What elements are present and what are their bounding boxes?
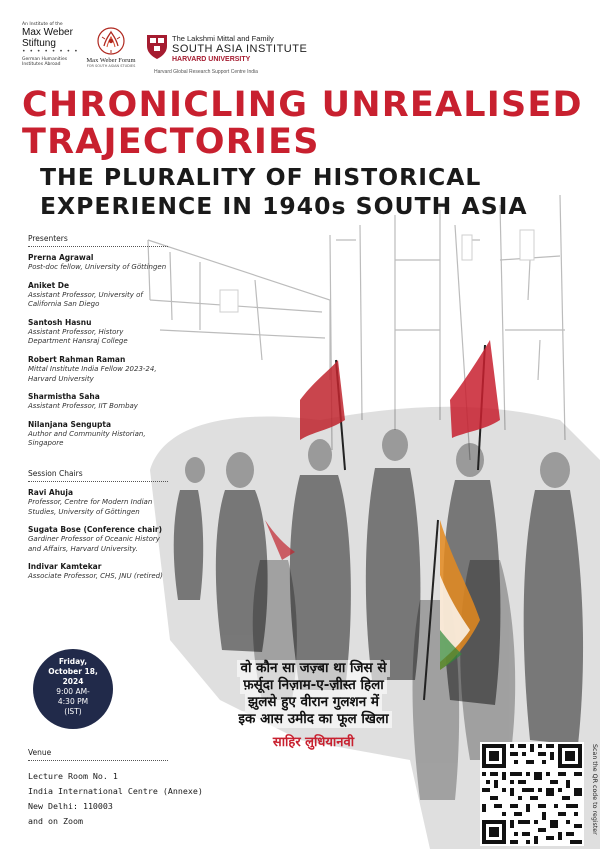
presenter xyxy=(28,253,168,273)
presenter-name: Santosh Hasnu xyxy=(28,317,92,327)
qr-note-text: Scan the QR code to register xyxy=(591,744,598,835)
mws-pre: An Institute of the xyxy=(22,22,63,27)
date-year: 2024 xyxy=(62,677,84,686)
sai-line1: The Lakshmi Mittal and Family xyxy=(172,34,274,43)
mws-name1: Max Weber xyxy=(22,27,73,38)
qr-instruction xyxy=(589,742,599,846)
mws-post2: Institutes Abroad xyxy=(22,62,61,67)
max-weber-stiftung-logo xyxy=(22,22,82,67)
presenter xyxy=(28,355,168,384)
venue-line1: Lecture Room No. 1 xyxy=(28,771,118,781)
chair-name: Ravi Ahuja xyxy=(28,487,74,497)
presenter-role: Mittal Institute India Fellow 2023-24, Harvard University xyxy=(28,364,157,383)
forum-label: Max Weber Forum xyxy=(86,57,136,64)
presenter-role: Post-doc fellow, University of Göttingen xyxy=(28,263,167,271)
session-chairs-heading: Session Chairs xyxy=(28,469,168,482)
presenter-role: Assistant Professor, IIT Bombay xyxy=(28,402,138,411)
presenters-heading: Presenters xyxy=(28,234,168,247)
date-end: 4:30 PM xyxy=(57,697,89,706)
chair-role: Professor, Centre for Modern Indian Studies, University of Göttingen xyxy=(28,497,153,516)
presenters-list xyxy=(28,253,168,449)
title-line1: CHRONICLING UNREALISED xyxy=(22,85,583,125)
max-weber-forum-logo xyxy=(80,26,142,68)
qr-code[interactable] xyxy=(480,742,584,846)
presenter-role: Assistant Professor, University of California San Diego xyxy=(28,290,143,309)
venue-heading: Venue xyxy=(28,748,168,761)
mws-dots: • • • • • • • • xyxy=(22,48,79,55)
chair-role: Associate Professor, CHS, JNU (retired) xyxy=(28,572,163,581)
date-start: 9:00 AM- xyxy=(56,687,90,696)
verse-line4: इक आस उमीद का फूल खिला xyxy=(235,711,391,728)
date-day: Friday, xyxy=(58,657,88,666)
date-tz: (IST) xyxy=(64,707,82,716)
mws-post1: German Humanities xyxy=(22,57,68,62)
forum-emblem-icon xyxy=(96,26,126,56)
sai-line4: Harvard Global Research Support Centre India xyxy=(154,69,258,75)
date-badge xyxy=(33,649,113,729)
chair-role: Gardiner Professor of Oceanic History and Affairs, Harvard University. xyxy=(28,535,160,553)
presenter-name: Nilanjana Sengupta xyxy=(28,419,112,429)
session-chair xyxy=(28,488,168,517)
presenter-role: Author and Community Historian, Singapore xyxy=(28,429,146,448)
venue-block xyxy=(28,748,228,829)
chairs-list xyxy=(28,488,168,582)
presenter xyxy=(28,392,168,412)
presenter-name: Prerna Agrawal xyxy=(28,253,94,262)
sai-line3: HARVARD UNIVERSITY xyxy=(172,56,251,63)
session-chair xyxy=(28,525,168,554)
title-line2: TRAJECTORIES xyxy=(22,122,320,162)
presenter-name: Aniket De xyxy=(28,280,70,290)
hindi-verse xyxy=(196,660,431,750)
venue-line2: India International Centre (Annexe) xyxy=(28,786,203,796)
presenter xyxy=(28,281,168,310)
venue-line3: New Delhi: 110003 xyxy=(28,801,113,811)
verse-poet: साहिर लुधियानवी xyxy=(272,735,355,750)
date-date: October 18, xyxy=(48,667,98,676)
venue-line4: and on Zoom xyxy=(28,816,83,826)
speakers-column xyxy=(28,234,168,590)
verse-line2: फ़र्सूदा निज़ाम-ए-ज़ीस्त हिला xyxy=(240,677,387,694)
sai-line2: SOUTH ASIA INSTITUTE xyxy=(172,43,308,55)
presenter-role: Assistant Professor, History Department Hansraj College xyxy=(28,327,128,346)
presenter xyxy=(28,420,168,449)
verse-line3: झुलसे हुए वीरान गुलशन में xyxy=(245,694,382,711)
mws-name2: Stiftung xyxy=(22,38,56,49)
presenter-name: Robert Rahman Raman xyxy=(28,354,126,364)
subtitle-line2: EXPERIENCE IN 1940s SOUTH ASIA xyxy=(40,192,528,220)
presenter xyxy=(28,318,168,347)
chair-name: Indivar Kamtekar xyxy=(28,562,102,572)
session-chair xyxy=(28,562,168,582)
verse-line1: वो कौन सा जज़्बा था जिस से xyxy=(237,660,389,677)
subtitle-line1: THE PLURALITY OF HISTORICAL xyxy=(40,163,482,191)
forum-sub: FOR SOUTH ASIAN STUDIES xyxy=(86,64,136,68)
chair-name: Sugata Bose (Conference chair) xyxy=(28,525,163,535)
presenter-name: Sharmistha Saha xyxy=(28,392,100,402)
harvard-shield-icon xyxy=(146,34,168,60)
